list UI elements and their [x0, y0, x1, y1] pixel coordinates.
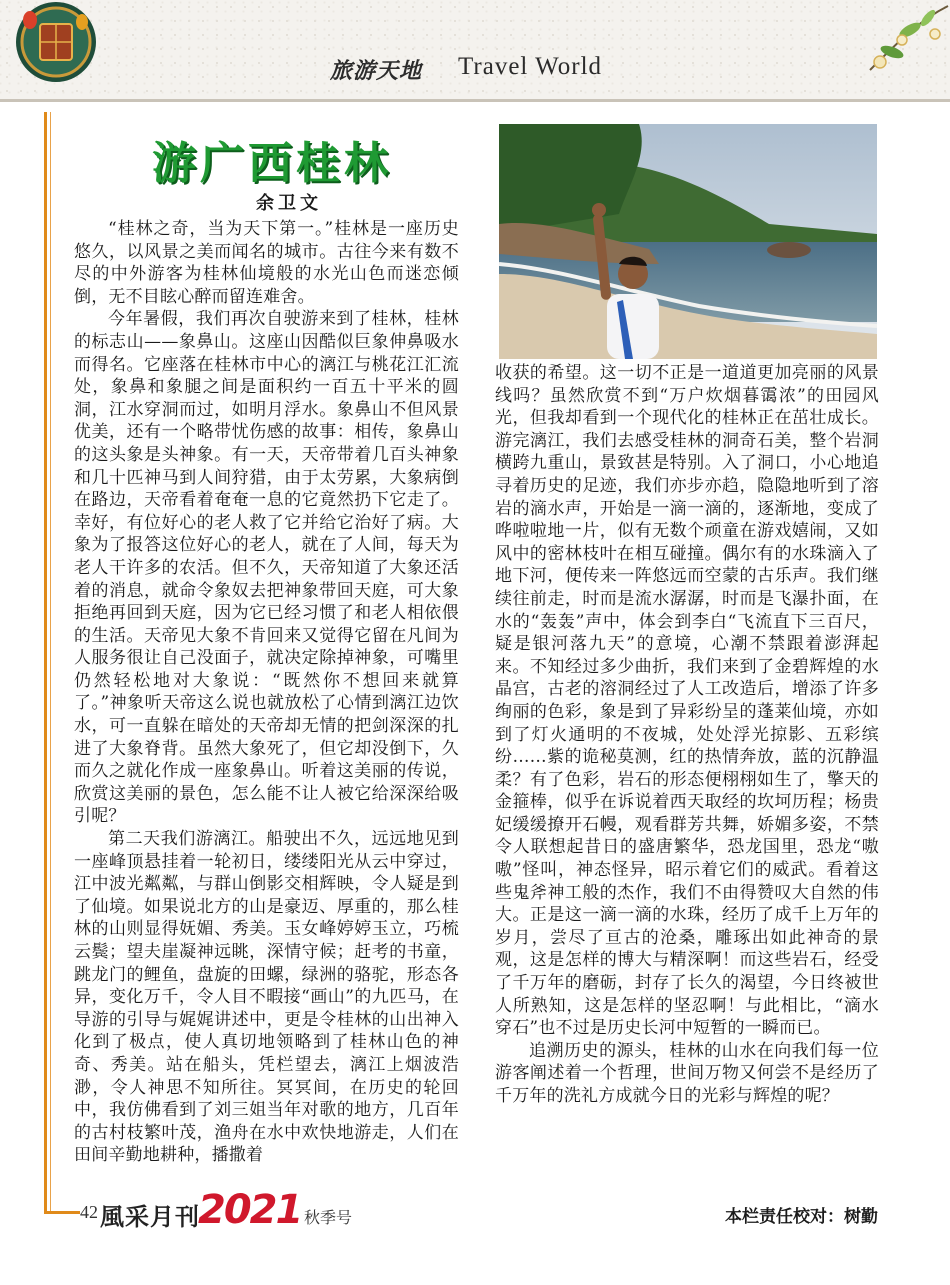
magazine-season: 秋季号	[304, 1208, 353, 1227]
paragraph: 今年暑假，我们再次自驶游来到了桂林，桂林的标志山——象鼻山。这座山因酷似巨象伸鼻吸水而得名。它座落在桂林市中心的漓江与桃花江汇流处，象鼻和象腿之间是面积约一百五十平米的圆洞，江水穿洞而过，如明月浮水。象鼻山不但风景优美，还有一个略带忧伤感的故事：相传，象鼻山的这头象是头神象。有一天，天帝带着几百头神象和几十匹神马到人间狩猎，由于太劳累，大象病倒在路边，天帝看着奄奄一息的它竟然扔下它走了。幸好，有位好心的老人救了它并给它治好了病。大象为了报答这位好心的老人，就在了人间，每天为老人干许多的农活。但不久，天帝知道了大象还活着的消息，就命令象奴去把神象带回天庭，可大象拒绝再回到天庭，因为它已经习惯了和老人相依偎的生活。天帝见大象不肯回来又觉得它留在凡间为人服务很让自己没面子，就决定除掉神象，可嘴里仍然轻松地对大象说：“既然你不想回来就算了。”神象听天帝这么说也就放松了心情到漓江边饮水，可一直躲在暗处的天帝却无情的把剑深深的扎进了大象脊背。虽然大象死了，但它却没倒下，久而久之就化作成一座象鼻山。听着这美丽的传说，欣赏这美丽的景色，怎么能不让人被它给深深给吸引呢？	[74, 309, 459, 827]
magazine-year: 2021	[198, 1187, 302, 1233]
article-author: 余卫文	[256, 193, 322, 214]
magazine-name: 風采月刊	[100, 1202, 200, 1231]
article-title: 游广西桂林	[152, 138, 392, 189]
left-border-line	[44, 112, 47, 1212]
right-text-column	[495, 362, 879, 1108]
header-divider	[0, 99, 950, 102]
paragraph: “桂林之奇，当为天下第一。”桂林是一座历史悠久，以风景之美而闻名的城市。古往今来有数不尽的中外游客为桂林仙境般的水光山色而迷恋倾倒，无不目眩心醉而留连难舍。	[74, 219, 459, 307]
left-text-column	[74, 218, 459, 1167]
page-header	[0, 0, 950, 102]
page-number: 42	[80, 1202, 98, 1222]
bottom-border-line	[44, 1211, 80, 1214]
section-name-english: Travel World	[458, 53, 603, 80]
article-photo	[499, 124, 877, 359]
paragraph: 追溯历史的源头，桂林的山水在向我们每一位游客阐述着一个哲理，世间万物又何尝不是经历了千万年的洗礼方成就今日的光彩与辉煌的呢？	[495, 1040, 879, 1106]
left-border-line-inner	[50, 112, 51, 1212]
paragraph: 第二天我们游漓江。船驶出不久，远远地见到一座峰顶悬挂着一轮初日，缕缕阳光从云中穿过，江中波光粼粼，与群山倒影交相辉映，令人疑是到了仙境。如果说北方的山是豪迈、厚重的，那么桂林的山则显得妩媚、秀美。玉女峰婷婷玉立，巧梳云鬓；望夫崖凝神远眺，深情守候；赶考的书童，跳龙门的鲤鱼，盘旋的田螺，绿洲的骆驼，形态各异，变化万千，令人目不暇接“画山”的九匹马，在导游的引导与娓娓讲述中，更是令桂林的山出神入化到了极点，使人真切地领略到了桂林山色的神奇、秀美。站在船头，凭栏望去，漓江上烟波浩渺，令人神思不知所往。冥冥间，在历史的轮回中，我仿佛看到了刘三姐当年对歌的地方，几百年的古村枝繁叶茂，渔舟在水中欢快地游走，人们在田间辛勤地耕种，播撒着	[74, 829, 459, 1166]
lantern-emblem-icon	[10, 0, 102, 90]
section-name: 旅游天地	[330, 58, 423, 84]
editor-credit: 本栏责任校对：树勤	[725, 1207, 878, 1227]
floral-branch-icon	[840, 0, 950, 96]
paragraph: 收获的希望。这一切不正是一道道更加亮丽的风景线吗？虽然欣赏不到“万户炊烟暮霭浓”的田园风光，但我却看到一个现代化的桂林正在茁壮成长。游完漓江，我们去感受桂林的洞奇石美，整个岩洞横跨九重山，景致甚是特别。入了洞口，小心地追寻着历史的足迹，我们亦步亦趋，隐隐地听到了溶岩的滴水声，开始是一滴一滴的，逐渐地，变成了哗啦啦地一片，似有无数个顽童在游戏嬉闹，又如风中的密林枝叶在相互碰撞。偶尔有的水珠滴入了地下河，便传来一阵悠远而空蒙的古乐声。我们继续往前走，时而是流水潺潺，时而是飞瀑扑面，在水的“轰轰”声中，体会到李白“飞流直下三百尺，疑是银河落九天”的意境，心潮不禁跟着澎湃起来。不知经过多少曲折，我们来到了金碧辉煌的水晶宫，古老的溶洞经过了人工改造后，增添了许多绚丽的色彩，象是到了异彩纷呈的蓬莱仙境，亦如到了灯火通明的不夜城，处处浮光掠影、五彩缤纷……紫的诡秘莫测，红的热情奔放，蓝的沉静温柔？有了色彩，岩石的形态便栩栩如生了，擎天的金箍棒，似乎在诉说着西天取经的坎坷历程；杨贵妃缓缓撩开石幔，观看群芳共舞，娇媚多姿，不禁令人联想起昔日的盛唐繁华，恐龙国里，恐龙“嗷嗷”怪叫，神态怪异，昭示着它们的威武。看着这些鬼斧神工般的杰作，我们不由得赞叹大自然的伟大。正是这一滴一滴的水珠，经历了成千上万年的岁月，尝尽了亘古的沧桑，雕琢出如此神奇的景观，这是怎样的博大与精深啊！而这些岩石，经受了千万年的磨砺，封存了长久的渴望，今日终被世人所熟知，这是怎样的坚忍啊！与此相比，“滴水穿石”也不过是历史长河中短暂的一瞬而已。	[495, 363, 879, 1039]
